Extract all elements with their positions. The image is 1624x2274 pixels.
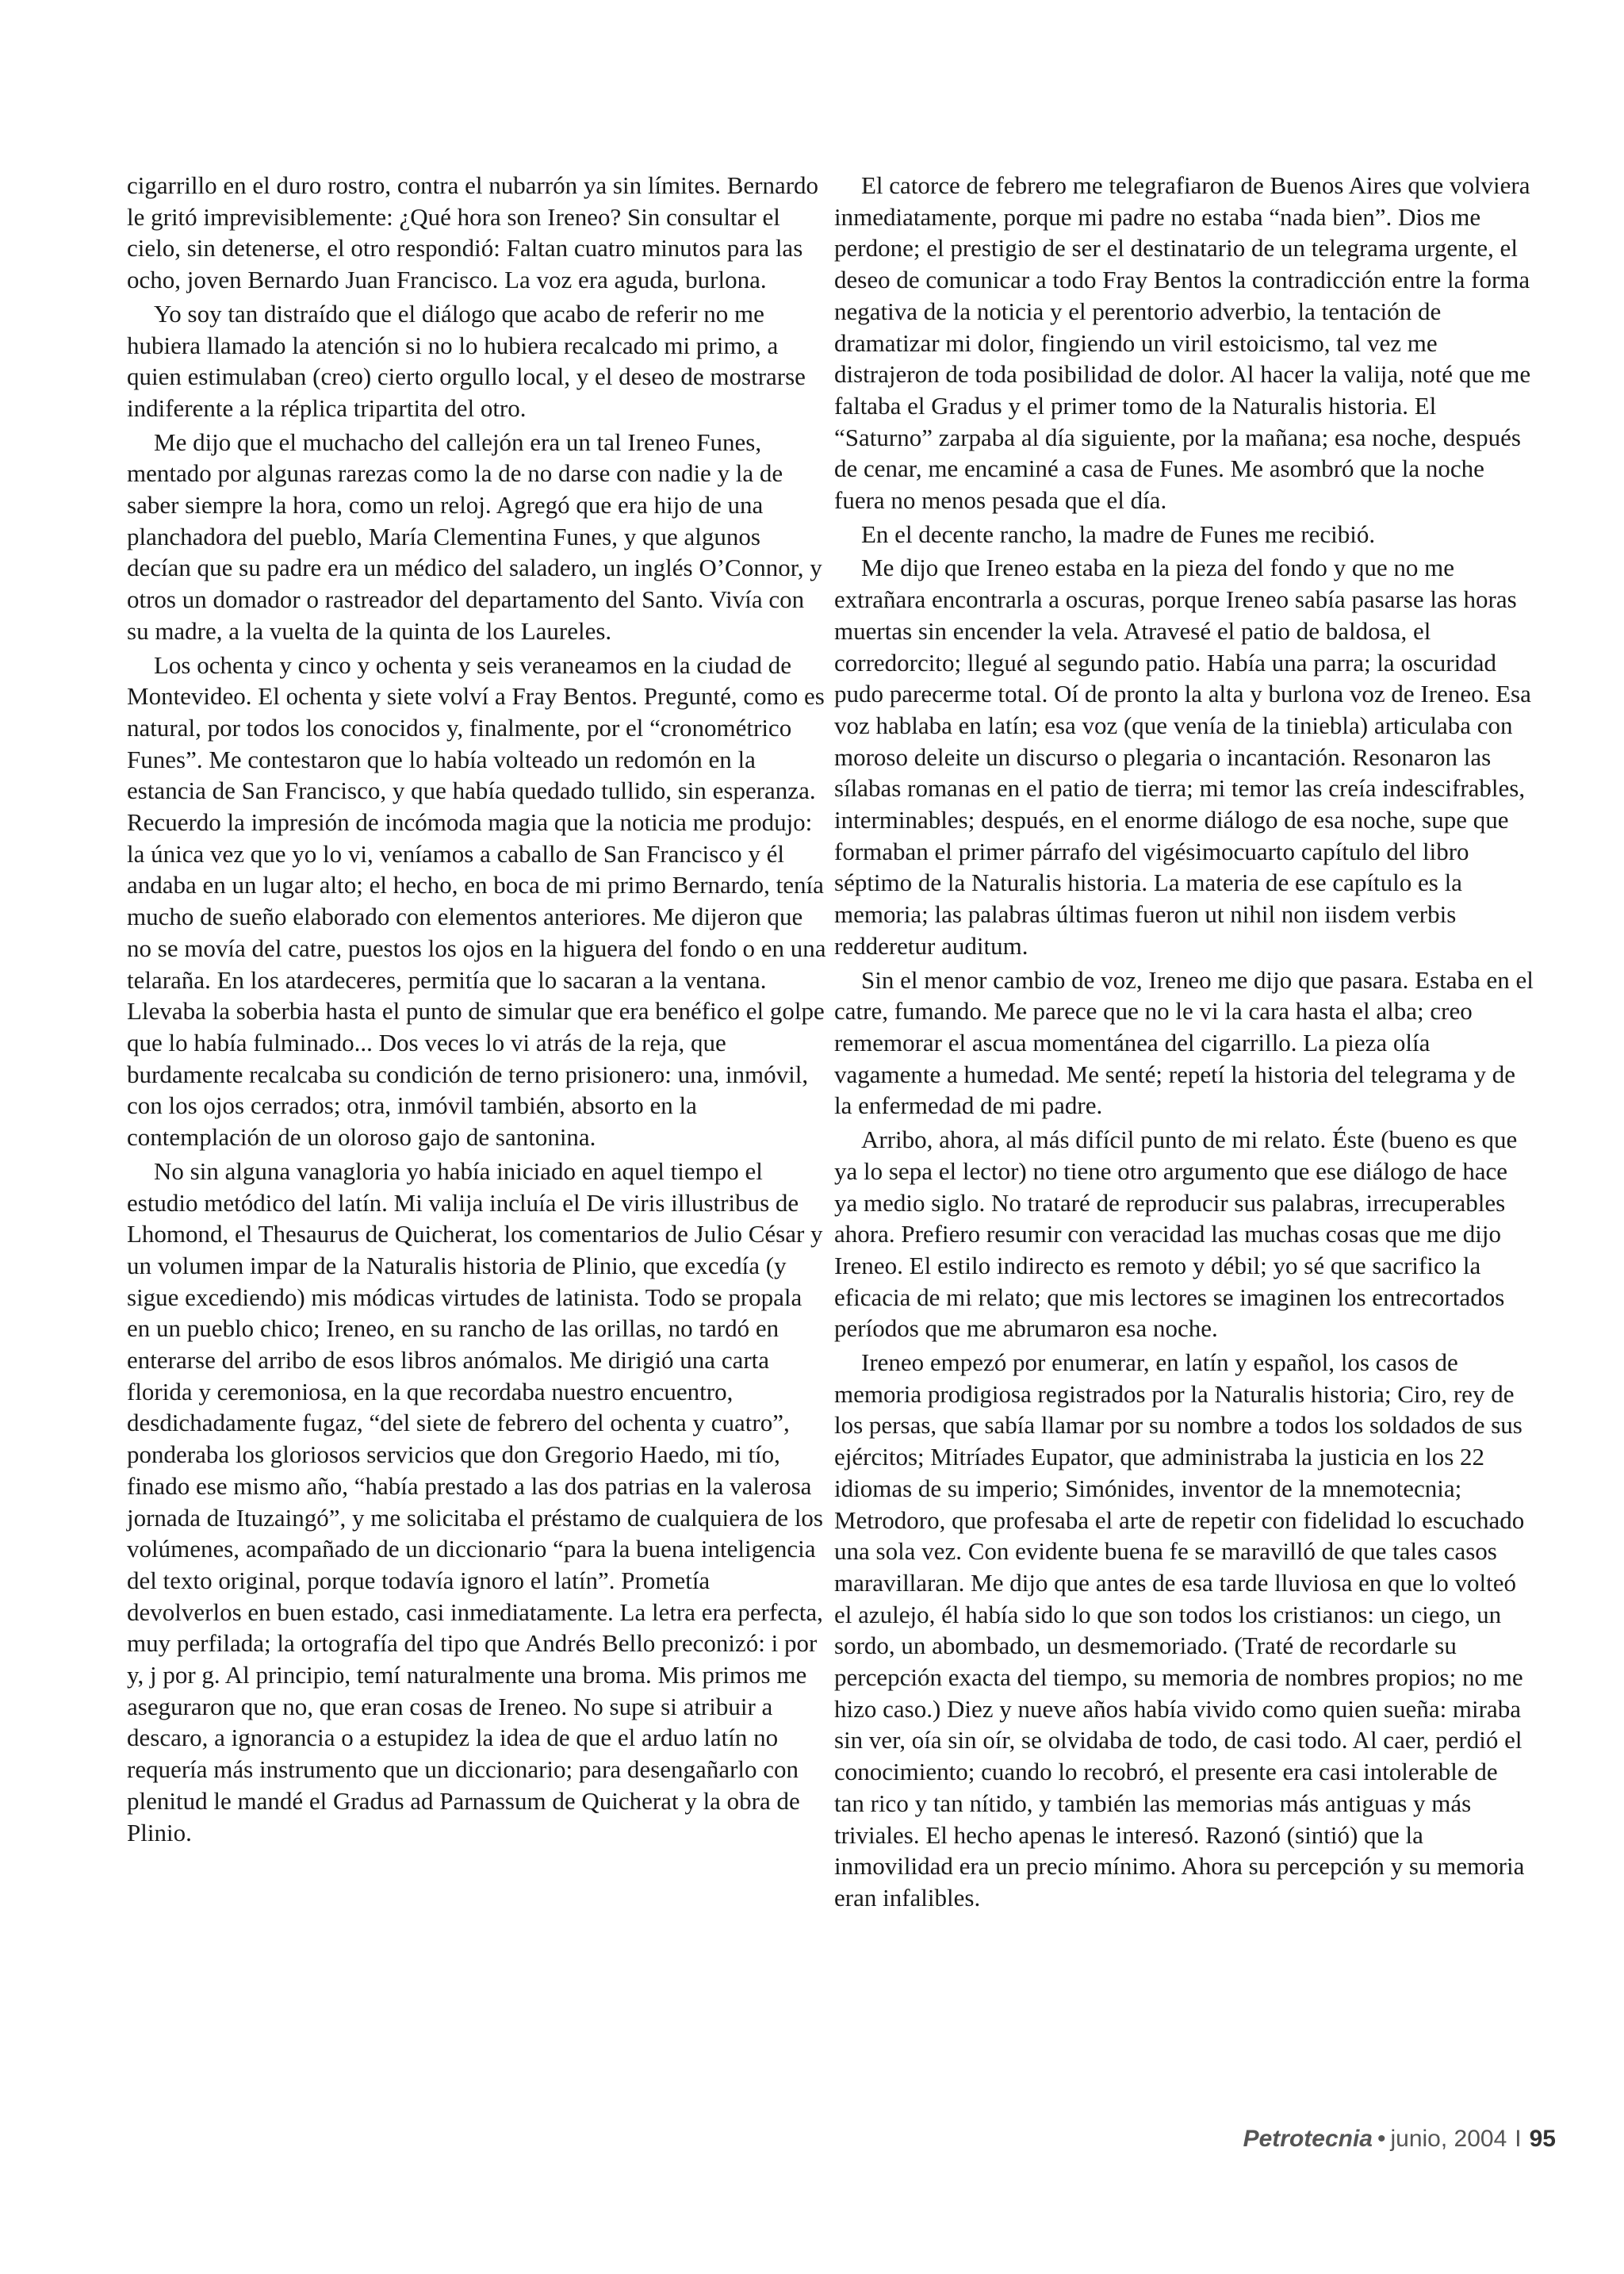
publication-name: Petrotecnia — [1243, 2126, 1373, 2152]
paragraph: Ireneo empezó por enumerar, en latín y español, los casos de memoria prodigiosa registrados por la Naturalis historia; Ciro, rey de los persas, que sabía llamar por su nombre a todos los soldados de sus ejércitos; Mitríades Eupator, que administraba la justicia en los 22 idiomas de su imperio; Simónides, inventor de la mnemotecnia; Metrodoro, que profesaba el arte de repetir con fidelidad lo escuchado una sola vez. Con evidente buena fe se maravilló de que tales casos maravillaran. Me dijo que antes de esa tarde lluviosa en que lo volteó el azulejo, él había sido lo que son todos los cristianos: un ciego, un sordo, un abombado, un desmemoriado. (Traté de recordarle su percepción exacta del tiempo, su memoria de nombres propios; no me hizo caso.) Diez y nueve años había vivido como quien sueña: miraba sin ver, oía sin oír, se olvidaba de todo, de casi todo. Al caer, perdió el conocimiento; cuando lo recobró, el presente era casi intolerable de tan rico y tan nítido, y también las memorias más antiguas y más triviales. El hecho apenas le interesó. Razonó (sintió) que la inmovilidad era un precio mínimo. Ahora su percepción y su memoria eran infalibles. — [834, 1348, 1525, 1912]
page-footer — [1243, 2126, 1556, 2153]
footer-separator: I — [1515, 2126, 1522, 2152]
paragraph: Arribo, ahora, al más difícil punto de mi relato. Éste (bueno es que ya lo sepa el lector) no tiene otro argumento que ese diálogo de hace ya medio siglo. No trataré de reproducir sus palabras, irrecuperables ahora. Prefiero resumir con veracidad las muchas cosas que me dijo Ireneo. El estilo indirecto es remoto y débil; yo sé que sacrifico la eficacia de mi relato; que mis lectores se imaginen los entrecortados períodos que me abrumaron esa noche. — [834, 1125, 1518, 1343]
paragraph: No sin alguna vanagloria yo había iniciado en aquel tiempo el estudio metódico del latín. Mi valija incluía el De viris illustribus de Lhomond, el Thesaurus de Quicherat, los comentarios de Julio César y un volumen impar de la Naturalis historia de Plinio, que excedía (y sigue excediendo) mis módicas virtudes de latinista. Todo se propala en un pueblo chico; Ireneo, en su rancho de las orillas, no tardó en enterarse del arribo de esos libros anómalos. Me dirigió una carta florida y ceremoniosa, en la que recordaba nuestro encuentro, desdichadamente fugaz, “del siete de febrero del ochenta y cuatro”, ponderaba los gloriosos servicios que don Gregorio Haedo, mi tío, finado ese mismo año, “había prestado a las dos patrias en la valerosa jornada de Ituzaingó”, y me solicitaba el préstamo de cualquiera de los volúmenes, acompañado de un diccionario “para la buena inteligencia del texto original, porque todavía ignoro el latín”. Prometía devolverlos en buen estado, casi inmediatamente. La letra era perfecta, muy perfilada; la ortografía del tipo que Andrés Bello preconizó: i por y, j por g. Al principio, temí naturalmente una broma. Mis primos me aseguraron que no, que eran cosas de Ireneo. No supe si atribuir a descaro, a ignorancia o a estupidez la idea de que el arduo latín no requería más instrumento que un diccionario; para desengañarlo con plenitud le mandé el Gradus ad Parnassum de Quicherat y la obra de Plinio. — [127, 1156, 823, 1846]
right-text-column — [834, 170, 1534, 1916]
paragraph: Me dijo que Ireneo estaba en la pieza del fondo y que no me extrañara encontrarla a oscuras, porque Ireneo sabía pasarse las horas muertas sin encender la vela. Atravesé el patio de baldosa, el corredorcito; llegué al segundo patio. Había una parra; la oscuridad pudo parecerme total. Oí de pronto la alta y burlona voz de Ireneo. Esa voz hablaba en latín; esa voz (que venía de la tiniebla) articulaba con moroso deleite un discurso o plegaria o incantación. Resonaron las sílabas romanas en el patio de tierra; mi temor las creía indescifrables, interminables; después, en el enorme diálogo de esa noche, supe que formaban el primer párrafo del vigésimocuarto capítulo del libro séptimo de la Naturalis historia. La materia de ese capítulo es la memoria; las palabras últimas fueron ut nihil non iisdem verbis redderetur auditum. — [834, 554, 1531, 960]
paragraph: cigarrillo en el duro rostro, contra el nubarrón ya sin límites. Bernardo le gritó imprevisiblemente: ¿Qué hora son Ireneo? Sin consultar el cielo, sin detenerse, el otro respondió: Faltan cuatro minutos para las ocho, joven Bernardo Juan Francisco. La voz era aguda, burlona. — [127, 171, 819, 294]
paragraph: El catorce de febrero me telegrafiaron de Buenos Aires que volviera inmediatamente, porque mi padre no estaba “nada bien”. Dios me perdone; el prestigio de ser el destinatario de un telegrama urgente, el deseo de comunicar a todo Fray Bentos la contradicción entre la forma negativa de la noticia y el perentorio adverbio, la tentación de dramatizar mi dolor, fingiendo un viril estoicismo, tal vez me distrajeron de toda posibilidad de dolor. Al hacer la valija, noté que me faltaba el Gradus y el primer tomo de la Naturalis historia. El “Saturno” zarpaba al día siguiente, por la mañana; esa noche, después de cenar, me encaminé a casa de Funes. Me asombró que la noche fuera no menos pesada que el día. — [834, 171, 1531, 515]
paragraph: Los ochenta y cinco y ochenta y seis veraneamos en la ciudad de Montevideo. El ochenta y siete volví a Fray Bentos. Pregunté, como es natural, por todos los conocidos y, finalmente, por el “cronométrico Funes”. Me contestaron que lo había volteado un redomón en la estancia de San Francisco, y que había quedado tullido, sin esperanza. Recuerdo la impresión de incómoda magia que la noticia me produjo: la única vez que yo lo vi, veníamos a caballo de San Francisco y él andaba en un lugar alto; el hecho, en boca de mi primo Bernardo, tenía mucho de sueño elaborado con elementos anteriores. Me dijeron que no se movía del catre, puestos los ojos en la higuera del fondo o en una telaraña. En los atardeceres, permitía que lo sacaran a la ventana. Llevaba la soberbia hasta el punto de simular que era benéfico el golpe que lo había fulminado... Dos veces lo vi atrás de la reja, que burdamente recalcaba su condición de terno prisionero: una, inmóvil, con los ojos cerrados; otra, inmóvil también, absorto en la contemplación de un oloroso gajo de santonina. — [127, 650, 826, 1152]
paragraph: Yo soy tan distraído que el diálogo que acabo de referir no me hubiera llamado la atención si no lo hubiera recalcado mi primo, a quien estimulaban (creo) cierto orgullo local, y el deseo de mostrarse indiferente a la réplica tripartita del otro. — [127, 299, 806, 422]
paragraph: Sin el menor cambio de voz, Ireneo me dijo que pasara. Estaba en el catre, fumando. Me parece que no le vi la cara hasta el alba; creo rememorar el ascua momentánea del cigarrillo. La pieza olía vagamente a humedad. Me senté; repetí la historia del telegrama y de la enfermedad de mi padre. — [834, 965, 1534, 1120]
paragraph: En el decente rancho, la madre de Funes me recibió. — [861, 520, 1376, 548]
paragraph: Me dijo que el muchacho del callejón era un tal Ireneo Funes, mentado por algunas rarezas como la de no darse con nadie y la de saber siempre la hora, como un reloj. Agregó que era hijo de una planchadora del pueblo, María Clementina Funes, y que algunos decían que su padre era un médico del saladero, un inglés O’Connor, y otros un domador o rastreador del departamento del Santo. Vivía con su madre, a la vuelta de la quinta de los Laureles. — [127, 428, 822, 645]
page-number: 95 — [1529, 2126, 1556, 2152]
left-text-column — [127, 170, 826, 1850]
footer-bullet: • — [1377, 2126, 1386, 2152]
issue-date: junio, 2004 — [1390, 2126, 1507, 2152]
